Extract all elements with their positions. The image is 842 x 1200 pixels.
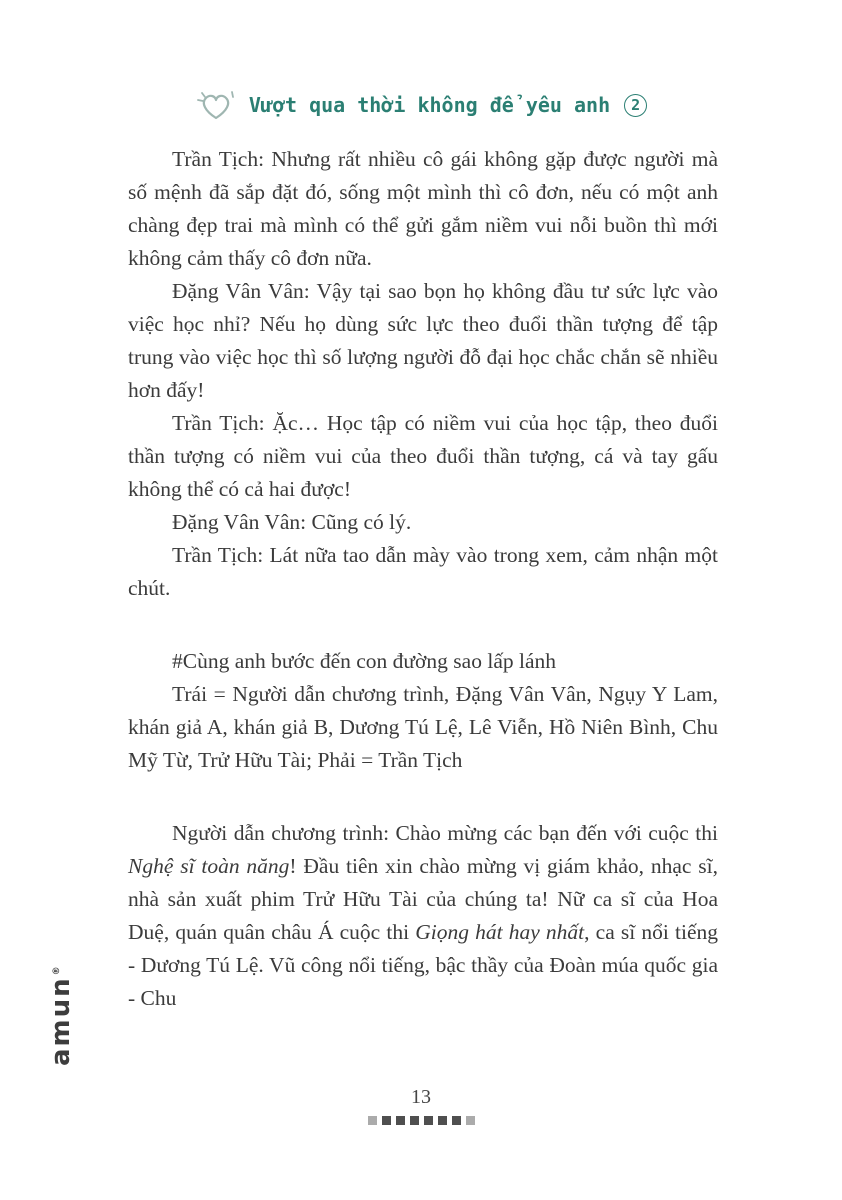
text-segment: , ca sĩ nổi tiếng - Dương Tú Lệ. Vũ công nổi tiếng, bậc thầy của Đoàn múa quốc gia - Chu (128, 920, 718, 1010)
registered-mark: ® (52, 966, 63, 976)
text-segment-italic: Nghệ sĩ toàn năng (128, 854, 290, 878)
dialogue-paragraph (128, 407, 718, 506)
dialogue-paragraph (128, 275, 718, 407)
book-title: Vượt qua thời không để yêu anh (248, 93, 611, 117)
text-segment-italic: Giọng hát hay nhất (415, 920, 585, 944)
heart-doodle-icon (195, 88, 237, 122)
text-segment: Trần Tịch: Ặc… Học tập có niềm vui của học tập, theo đuổi thần tượng có niềm vui của theo đuổi thần tượng, cá và tay gấu không thể có cả hai được! (128, 411, 718, 501)
hashtag-paragraph (128, 645, 718, 678)
page-content (128, 143, 718, 1015)
volume-badge: 2 (624, 94, 647, 117)
text-segment: Người dẫn chương trình: Chào mừng các bạn đến với cuộc thi (172, 821, 718, 845)
page-number: 13 (411, 1086, 431, 1108)
ornament-square (382, 1116, 391, 1125)
text-segment: Trần Tịch: Nhưng rất nhiều cô gái không gặp được người mà số mệnh đã sắp đặt đó, sống một mình thì cô đơn, nếu có một anh chàng đẹp trai mà mình có thể gửi gắm niềm vui nỗi buồn thì mới không cảm thấy cô đơn nữa. (128, 147, 718, 270)
ornament-square (424, 1116, 433, 1125)
text-segment: Đặng Vân Vân: Vậy tại sao bọn họ không đầu tư sức lực vào việc học nhỉ? Nếu họ dùng sức lực theo đuổi thần tượng để tập trung vào việc học thì số lượng người đỗ đại học chắc chắn sẽ nhiều hơn đấy! (128, 279, 718, 402)
text-segment: Trái = Người dẫn chương trình, Đặng Vân Vân, Ngụy Y Lam, khán giả A, khán giả B, Dương Tú Lệ, Lê Viễn, Hồ Niên Bình, Chu Mỹ Từ, Trử Hữu Tài; Phải = Trần Tịch (128, 682, 718, 772)
footer-squares-ornament (0, 1116, 842, 1125)
page-header (0, 88, 842, 122)
text-segment: #Cùng anh bước đến con đường sao lấp lánh (172, 649, 556, 673)
dialogue-paragraph (128, 143, 718, 275)
dialogue-paragraph (128, 539, 718, 605)
publisher-logo (46, 966, 76, 1066)
page-footer (0, 1086, 842, 1125)
text-segment: Đặng Vân Vân: Cũng có lý. (172, 510, 412, 534)
publisher-logo-text: amun (46, 976, 76, 1066)
ornament-square (466, 1116, 475, 1125)
dialogue-paragraph (128, 506, 718, 539)
text-segment: ! Đầu tiên xin chào mừng vị giám khảo, nhạc sĩ, nhà sản xuất phim Trử Hữu Tài của chúng ta! Nữ ca sĩ của Hoa Duệ, quán quân châu Á cuộc thi (128, 854, 718, 944)
ornament-square (438, 1116, 447, 1125)
text-segment: Trần Tịch: Lát nữa tao dẫn mày vào trong xem, cảm nhận một chút. (128, 543, 718, 600)
host-paragraph (128, 817, 718, 1015)
ornament-square (368, 1116, 377, 1125)
stage-direction-paragraph (128, 678, 718, 777)
ornament-square (396, 1116, 405, 1125)
ornament-square (410, 1116, 419, 1125)
ornament-square (452, 1116, 461, 1125)
